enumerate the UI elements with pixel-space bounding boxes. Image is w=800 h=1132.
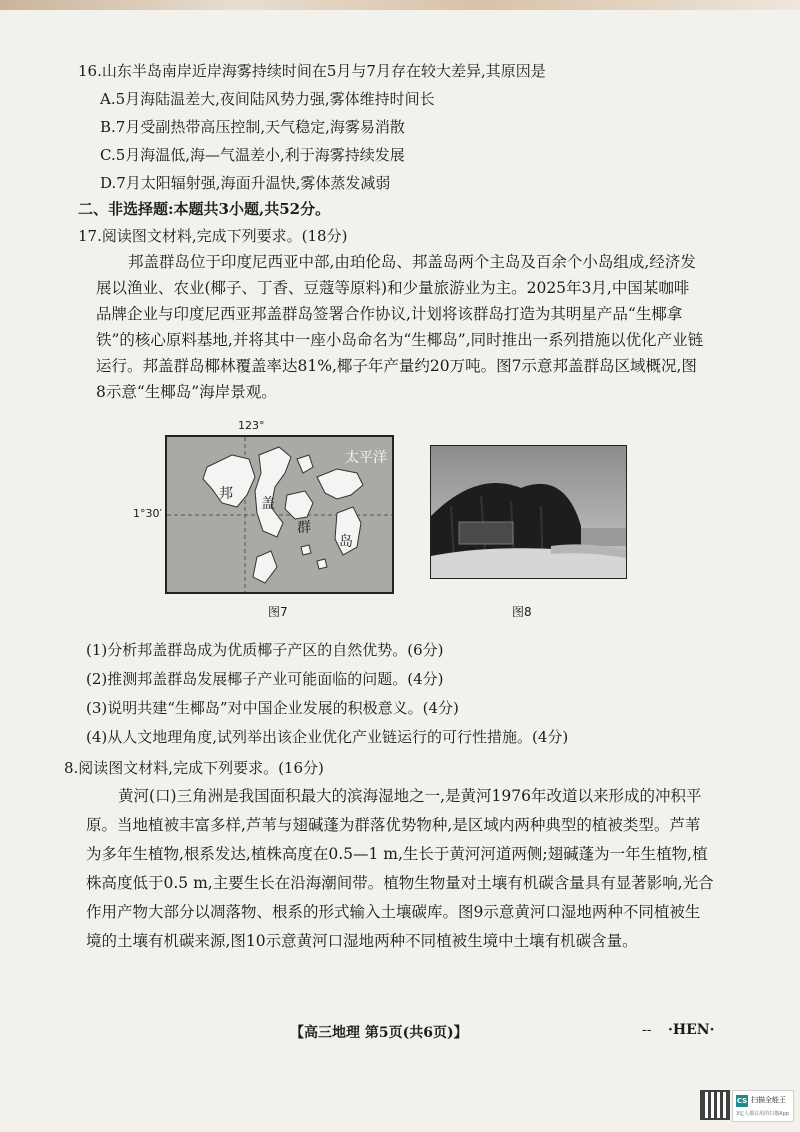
q16-option-a: A.5月海陆温差大,夜间陆风势力强,雾体维持时间长 — [100, 90, 435, 108]
fig7-island-char-3: 群 — [297, 520, 311, 536]
fig7-caption: 图7 — [268, 605, 288, 619]
footer-code: ·HEN· — [668, 1022, 715, 1038]
q16-stem: 16.山东半岛南岸近岸海雾持续时间在5月与7月存在较大差异,其原因是 — [78, 62, 546, 80]
cs-logo-icon: CS — [736, 1097, 748, 1105]
fig7-island-char-1: 邦 — [219, 486, 233, 502]
fig7-longitude-label: 123° — [238, 419, 265, 432]
watermark-sub: 3亿人都在用的扫描App — [736, 1111, 789, 1117]
fig7-island-char-4: 岛 — [339, 534, 353, 550]
page-footer — [0, 1022, 800, 1044]
q16-option-c: C.5月海温低,海—气温差小,利于海雾持续发展 — [100, 146, 405, 164]
q18-material: 黄河(口)三角洲是我国面积最大的滨海湿地之一,是黄河1976年改道以来形成的冲积平原。当地植被丰富多样,芦苇与翅碱蓬为群落优势物种,是区域内两种典型的植被类型。芦苇为多年生植物,根系发达,植株高度在0.5—1 m,生长于黄河河道两侧;翅碱蓬为一年生植物,植株高度低于0.5 m,主要生长在沿海潮间带。植物生物量对土壤有机碳含量具有显著影响,光合作用产物大部分以凋落物、根系的形式输入土壤碳库。图9示意黄河口湿地两种不同植被生境的土壤有机碳来源,图10示意黄河口湿地两种不同植被生境中土壤有机碳含量。 — [86, 787, 714, 950]
q17-sub-3: (3)说明共建“生椰岛”对中国企业发展的积极意义。(4分) — [86, 699, 459, 717]
q17-sub-2: (2)推测邦盖群岛发展椰子产业可能面临的问题。(4分) — [86, 670, 444, 688]
fig7-latitude-label: 1°30′ — [133, 507, 162, 520]
fig8-caption: 图8 — [512, 605, 532, 619]
section-heading: 二、非选择题:本题共3小题,共52分。 — [78, 200, 331, 218]
q16-option-d: D.7月太阳辐射强,海面升温快,雾体蒸发减弱 — [100, 174, 391, 192]
footer-page-info: 【高三地理 第5页(共6页)】 — [290, 1025, 468, 1041]
page-top-edge — [0, 0, 800, 10]
q17-sub-4: (4)从人文地理角度,试列举出该企业优化产业链运行的可行性措施。(4分) — [86, 728, 569, 746]
fig7-sea-label: 太平洋 — [345, 450, 387, 466]
watermark-brand: 扫描全能王 — [751, 1096, 786, 1104]
qr-code-icon — [700, 1090, 730, 1120]
footer-dash: -- — [642, 1022, 652, 1038]
scanner-watermark — [732, 1090, 794, 1122]
q17-stem: 17.阅读图文材料,完成下列要求。(18分) — [78, 227, 348, 245]
fig8-photo-graphic — [431, 446, 626, 578]
fig7-island-char-2: 盖 — [261, 496, 275, 512]
q17-material: 邦盖群岛位于印度尼西亚中部,由珀伦岛、邦盖岛两个主岛及百余个小岛组成,经济发展以渔业、农业(椰子、丁香、豆蔻等原料)和少量旅游业为主。2025年3月,中国某咖啡品牌企业与印度尼西亚邦盖群岛签署合作协议,计划将该群岛打造为其明星产品“生椰拿铁”的核心原料基地,并将其中一座小岛命名为“生椰岛”,同时推出一系列措施以优化产业链运行。邦盖群岛椰林覆盖率达81%,椰子年产量约20万吨。图7示意邦盖群岛区域概况,图8示意“生椰岛”海岸景观。 — [96, 253, 704, 401]
fig8-photo — [430, 445, 627, 579]
q17-sub-1: (1)分析邦盖群岛成为优质椰子产区的自然优势。(6分) — [86, 641, 444, 659]
q18-stem: 8.阅读图文材料,完成下列要求。(16分) — [64, 759, 324, 777]
q16-option-b: B.7月受副热带高压控制,天气稳定,海雾易消散 — [100, 118, 405, 136]
fig7-map — [165, 435, 394, 594]
